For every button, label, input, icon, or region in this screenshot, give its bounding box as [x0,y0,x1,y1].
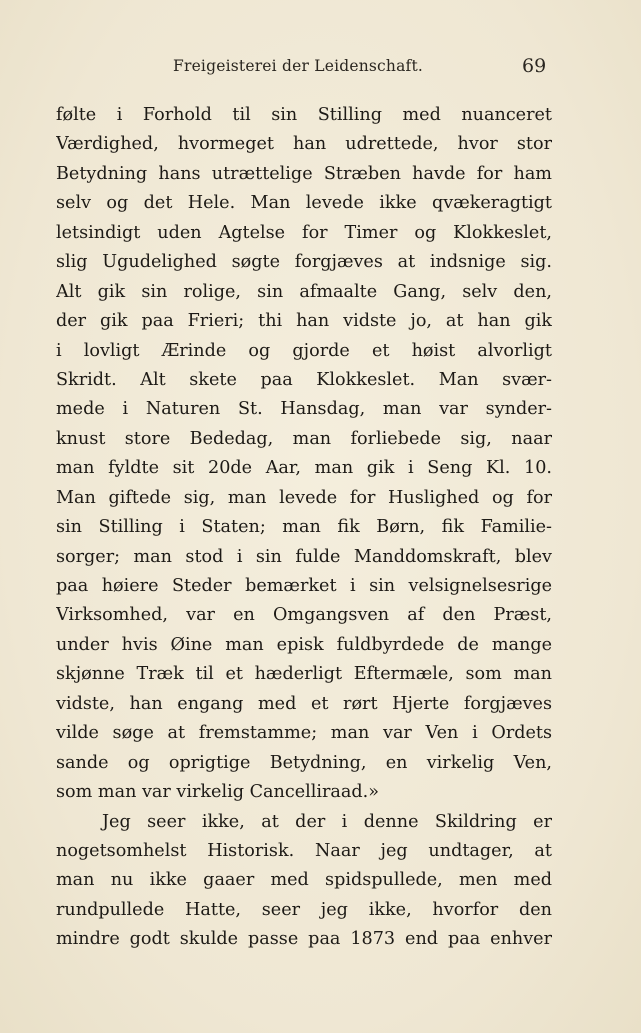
text-line: Alt gik sin rolige, sin afmaalte Gang, selv den, [56,281,552,302]
text-line: vilde søge at fremstamme; man var Ven i Ordets [56,723,552,744]
text-line: nogetsomhelst Historisk. Naar jeg undtager, at [56,840,552,861]
text-line: skjønne Træk til et hæderligt Eftermæle, som man [56,664,552,685]
text-line: selv og det Hele. Man levede ikke qvækeragtigt [56,193,552,214]
paragraph-start-line: Jeg seer ikke, at der i denne Skildring er [102,811,552,832]
body-text [56,101,552,955]
paragraph-end-line: som man var virkelig Cancelliraad.» [56,782,380,803]
text-line: letsindigt uden Agtelse for Timer og Klokkeslet, [56,222,552,243]
text-line: vidste, han engang med et rørt Hjerte forgjæves [56,693,552,714]
text-line: mede i Naturen St. Hansdag, man var synder- [56,399,552,420]
page-number: 69 [522,55,547,77]
text-line: rundpullede Hatte, seer jeg ikke, hvorfor den [56,899,552,920]
text-line: knust store Bededag, man forliebede sig, naar [56,428,552,449]
text-line: sorger; man stod i sin fulde Manddomskraft, blev [56,546,552,567]
text-line: følte i Forhold til sin Stilling med nuanceret [56,105,552,125]
text-line: under hvis Øine man episk fuldbyrdede de mange [56,634,552,655]
text-line: Skridt. Alt skete paa Klokkeslet. Man svær- [56,369,552,390]
text-line: Værdighed, hvormeget han udrettede, hvor stor [56,134,552,155]
text-line: Betydning hans utrættelige Stræben havde for ham [56,163,552,184]
text-line: sande og oprigtige Betydning, en virkelig Ven, [56,752,552,773]
text-line: paa høiere Steder bemærket i sin velsignelsesrige [56,576,552,596]
running-head [0,55,641,81]
text-line: Virksomhed, var en Omgangsven af den Præst, [56,605,552,626]
text-line: der gik paa Frieri; thi han vidste jo, at han gik [56,311,552,332]
text-line: slig Ugudelighed søgte forgjæves at indsnige sig. [56,252,552,273]
running-title: Freigeisterei der Leidenschaft. [173,57,424,75]
text-line: sin Stilling i Staten; man fik Børn, fik Familie- [56,517,552,538]
text-line: mindre godt skulde passe paa 1873 end paa enhver [56,929,552,950]
text-line: Man giftede sig, man levede for Huslighed og for [56,487,552,508]
text-line: man nu ikke gaaer med spidspullede, men med [56,870,552,891]
text-line: i lovligt Ærinde og gjorde et høist alvorligt [56,340,552,361]
text-line: man fyldte sit 20de Aar, man gik i Seng Kl. 10. [56,458,552,479]
